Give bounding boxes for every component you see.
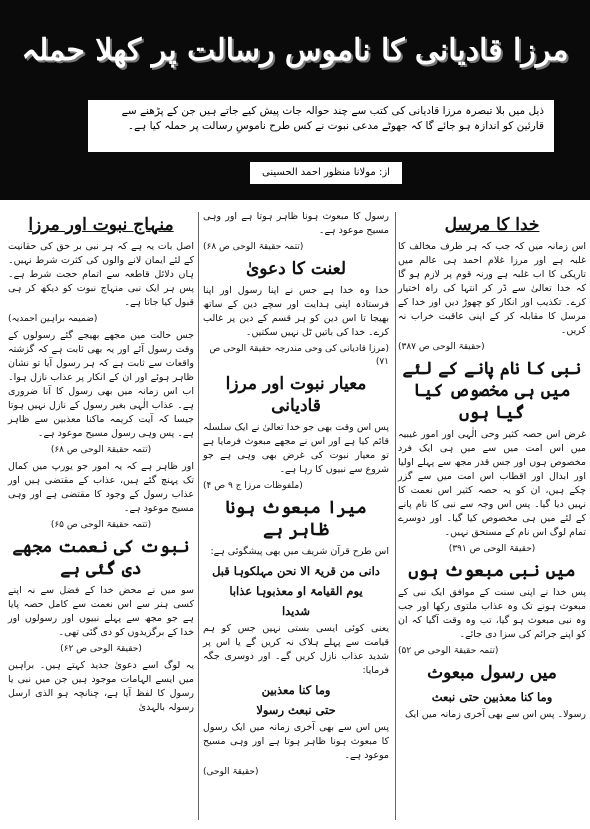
arabic-verse: وما کنا معذبین حتی نبعث	[431, 690, 553, 704]
arabic-verse: شدیدا	[281, 604, 311, 618]
paragraph: رسول کا مبعوث ہونا ظاہر ہوتا ہے اور وہی مسیح موعود ہے۔	[203, 211, 389, 236]
section-heading: میں رسول مبعوث	[427, 663, 557, 683]
paragraph: پس اس سے بھی آخری زمانہ میں ایک رسول کا مبعوث ہونا ظاہر ہوتا ہے اور وہی مسیح موعود ہے۔	[203, 722, 389, 761]
reference: (حقیقۃ الوحی ص ۳۹۱)	[448, 544, 536, 554]
section-heading: معیار نبوت اور مرزا قادیانی	[225, 374, 367, 416]
paragraph: غرض اس حصہ کثیر وحی الٰہی اور امور غیبیہ میں اس امت میں سے میں ہی ایک فرد مخصوص ہوں اور جس قدر مجھ سے پہلے اولیا اور ابدال اور اقطاب اس امت میں سے گزر چکے ہیں، ان کو یہ حصہ کثیر اس نعمت کا نہیں دیا گیا۔ پس اس وجہ سے نبی کا نام پانے کے لئے میں ہی مخصوص کیا گیا۔ اور دوسرے تمام لوگ اس نام کے مستحق نہیں۔	[398, 429, 586, 538]
page-bottom	[0, 822, 590, 829]
article-title: مرزا قادیانی کا ناموس رسالت پر کھلا حملہ	[21, 33, 569, 68]
column-right	[398, 210, 586, 822]
column-divider	[198, 212, 199, 820]
author-line: از: مولانا منظور احمد الحسینی	[250, 162, 402, 184]
reference: (حقیقۃ الوحی ص ۳۸۷)	[398, 342, 485, 352]
section-heading: منہاج نبوت اور مرزا	[28, 215, 174, 235]
paragraph: اس طرح قرآن شریف میں بھی پیشگوئی ہے:	[210, 546, 389, 557]
paragraph: جس حالت میں مجھے بھیجے گئے رسولوں کے وقت رسول آئے اور یہ بھی ثابت ہے کہ گزشتہ واقعات سے ثابت ہے کہ ہر رسول آیا تو نشان ظاہر ہوئے اور ان کے انکار پر عذاب نازل ہوا۔ اب اس زمانہ میں بھی رسول کا آنا ضروری ہے۔ عذاب الٰہی بغیر رسول کے نازل نہیں ہوتا جیسا کہ آیت کریمہ ماکنا معذبین سے ظاہر ہے۔ پس وہی رسول مسیح موعود ہے۔	[8, 330, 194, 439]
reference: (تتمہ حقیقۃ الوحی ص ۶۸)	[203, 242, 304, 252]
paragraph: یعنی کوئی ایسی بستی نہیں جس کو ہم قیامت سے پہلے ہلاک نہ کریں گے یا اس پر شدید عذاب نازل کریں گے۔ اور دوسری جگہ فرمایا:	[203, 623, 389, 676]
reference: (ملفوظات مرزا ج ۹ ص ۴)	[203, 481, 303, 491]
paragraph: سو میں نے محض خدا کے فضل سے نہ اپنے کسی ہنر سے اس نعمت سے کامل حصہ پایا ہے جو مجھ سے پہلے نبیوں اور رسولوں اور خدا کے برگزیدوں کو دی گئی تھی۔	[8, 585, 194, 638]
paragraph: پس خدا نے اپنی سنت کے موافق ایک نبی کے مبعوث ہونے تک وہ عذاب ملتوی رکھا اور جب وہ نبی مبعوث ہو گیا، تب وہ وقت آگیا کہ ان کو اپنے جرائم کی سزا دی جائے۔	[398, 587, 586, 640]
section-heading: نبوت کی نعمت مجھے دی گئی ہے	[12, 537, 190, 579]
reference: (مرزا قادیانی کی وحی مندرجہ حقیقۃ الوحی ص ۷۱)	[209, 344, 389, 367]
paragraph: اور ظاہر ہے کہ یہ امور جو یورپ میں کمال تک پہنچ گئے ہیں، عذاب کے مقتضی ہیں اور عذاب رسول کے وجود کا مقتضی ہے اور وہی مسیح موعود ہے۔	[8, 461, 194, 514]
reference: (تتمہ حقیقۃ الوحی ص ۶۵)	[50, 520, 152, 530]
arabic-verse: یوم القیامۃ او معذبوہا عذابا	[229, 584, 363, 598]
section-heading: میرا مبعوث ہونا ظاہر ہے	[225, 498, 367, 540]
reference: (ضمیمہ براہین احمدیہ)	[8, 314, 98, 324]
arabic-verse: دانی من قریۃ الا نحن مہلکوہا قبل	[212, 564, 380, 578]
paragraph: پس اس وقت بھی جو خدا تعالیٰ نے ایک سلسلہ قائم کیا ہے اور اس نے مجھے مبعوث فرمایا ہے تو معیار نبوت کی غرض بھی وہی ہے جو شروع سے نبیوں کا رہا ہے۔	[203, 422, 389, 475]
section-heading: خدا کا مرسل	[444, 215, 540, 235]
reference: (حقیقۃ الوحی)	[203, 767, 259, 777]
paragraph: اس زمانہ میں کہ جب کہ ہر طرف مخالف کا غلبہ ہے اور مرزا غلام احمد ہی عالم میں تاریکی کا اب غلبہ ہے ورنہ قوم پر لازم ہو گا کہ خدا تعالیٰ سے ڈر کر انتہا کی راہ اختیار کرے۔ تکذیب اور انکار کو چھوڑ دیں اور خدا کے مرسل کا مقابلہ کر کے اپنی عاقبت خراب نہ کریں۔	[398, 241, 586, 336]
column-divider	[395, 212, 396, 820]
reference: (حقیقۃ الوحی ص ۶۲)	[60, 644, 142, 654]
header-banner	[0, 0, 590, 200]
column-middle	[203, 210, 389, 822]
arabic-verse: وما کنا معذبین	[261, 683, 331, 697]
section-heading: نبی کا نام پانے کے لئے میں ہی مخصوص کیا گیا ہوں	[402, 359, 582, 423]
arabic-verse: حتی نبعث رسولا	[256, 703, 336, 717]
paragraph: خدا وہ خدا ہے جس نے اپنا رسول اور اپنا فرستادہ اپنی ہدایت اور سچے دین کے ساتھ بھیجا تا اس دین کو ہر قسم کے دین پر غالب کرے۔ خدا کی باتیں ٹل نہیں سکتیں۔	[203, 285, 389, 338]
paragraph: یہ لوگ اسے دعویٰ جدید کہتے ہیں۔ براہین میں ایسے الہامات موجود ہیں جن میں نبی یا رسول کا لفظ آیا ہے، چنانچہ ہو الذی ارسل رسولہ بالہدیٰ	[8, 660, 194, 713]
paragraph: اصل بات یہ ہے کہ ہر نبی بر حق کی حقانیت کے لئے ایمان لانے والوں کی کثرت شرط نہیں۔ ہاں دلائل قاطعہ سے اتمام حجت شرط ہے۔ پس ہر ایک نبی منہاج نبوت کو دیکھ کر ہی قبول کیا جاتا ہے۔	[8, 241, 194, 308]
column-left	[8, 210, 194, 822]
reference: (تتمہ حقیقۃ الوحی ص ۶۸)	[50, 445, 152, 455]
reference: (تتمہ حقیقۃ الوحی ص ۵۲)	[398, 646, 499, 656]
section-heading: لعنت کا دعویٰ	[245, 259, 347, 279]
article-intro: ذیل میں بلا تبصرہ مرزا قادیانی کی کتب سے چند حوالہ جات پیش کیے جاتے ہیں جن کے پڑھنے سے قارئین کو اندازہ ہو جائے گا کہ جھوٹے مدعی نبوت نے کس طرح ناموسِ رسالت پر حملہ کیا ہے۔	[88, 100, 554, 152]
paragraph: رسولا۔ پس اس سے بھی آخری زمانہ میں ایک	[404, 709, 586, 720]
section-heading: میں نبی مبعوث ہوں	[408, 561, 576, 581]
